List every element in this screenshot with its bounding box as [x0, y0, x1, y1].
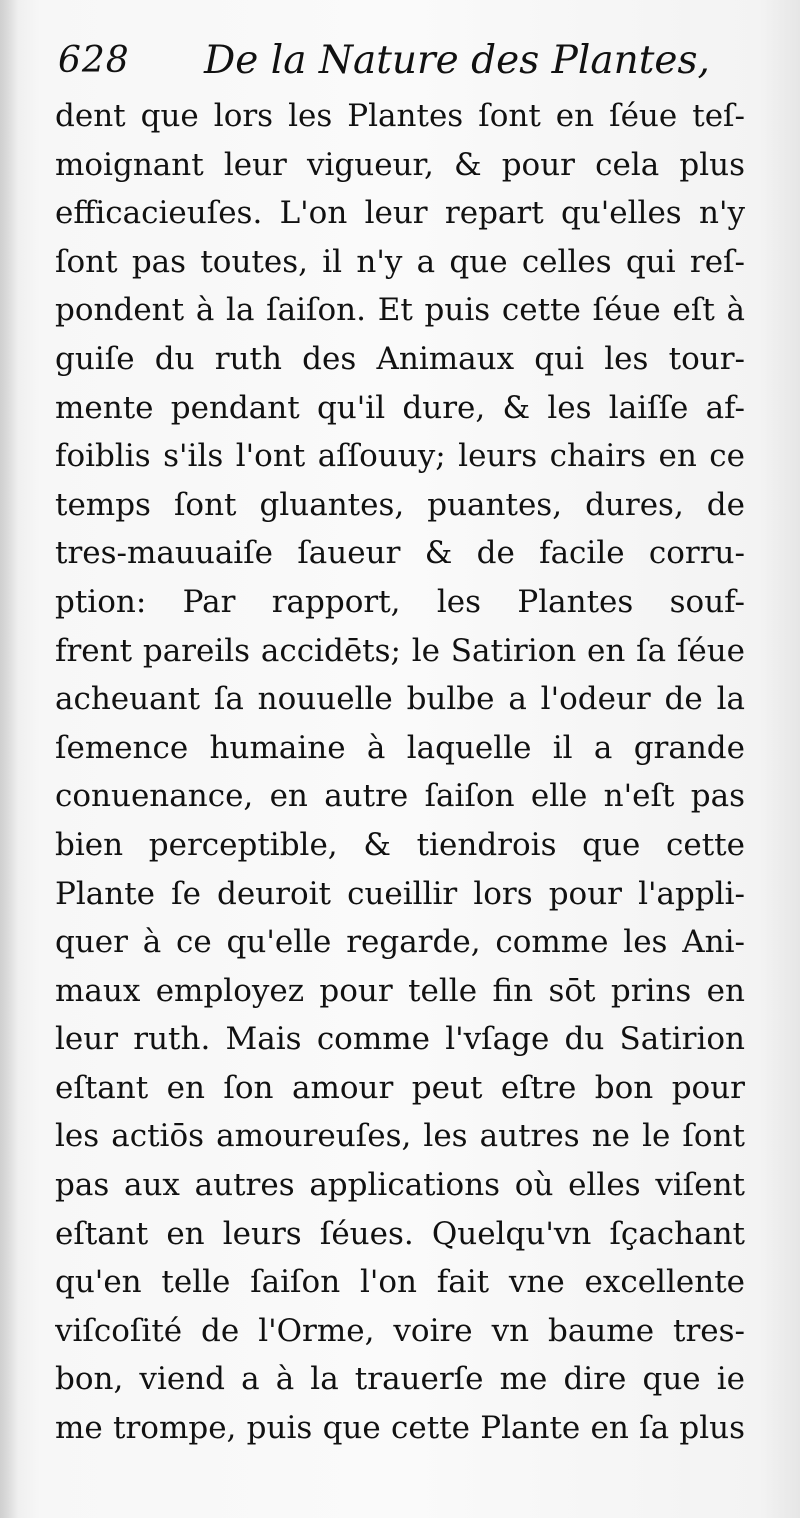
text-line: viſcoſité de l'Orme, voire vn baume tres-	[55, 1312, 745, 1349]
text-line: dent que lors les Plantes ſont en ſéue teſ-	[55, 98, 745, 134]
text-line: guiſe du ruth des Animaux qui les tour-	[55, 340, 745, 377]
text-line: bon, viend a à la trauerſe me dire que ie	[55, 1361, 745, 1398]
page-gutter-shadow	[0, 0, 18, 1518]
text-line: foiblis s'ils l'ont aſſouuy; leurs chairs en ce	[55, 438, 745, 475]
text-line: quer à ce qu'elle regarde, comme les Ani-	[55, 924, 745, 961]
text-line: me trompe, puis que cette Plante en ſa plus	[55, 1410, 745, 1447]
text-line: les actiōs amoureuſes, les autres ne le ſont	[55, 1118, 745, 1155]
page-number: 628	[58, 40, 130, 81]
text-line: bien perceptible, & tiendrois que cette	[55, 826, 745, 863]
text-line: eſtant en ſon amour peut eſtre bon pour	[55, 1069, 745, 1106]
text-line: leur ruth. Mais comme l'vſage du Satirion	[55, 1021, 745, 1058]
text-line: tres-mauuaiſe ſaueur & de facile corru-	[55, 535, 745, 572]
text-line: temps ſont gluantes, puantes, dures, de	[55, 486, 745, 523]
running-title: De la Nature des Plantes,	[204, 38, 710, 83]
page-header	[58, 30, 758, 90]
text-line: Plante ſe deuroit cueillir lors pour l'appli-	[55, 875, 745, 912]
text-line: moignant leur vigueur, & pour cela plus	[55, 146, 745, 183]
text-line: efficacieuſes. L'on leur repart qu'elles n'y	[55, 195, 745, 232]
text-line: mente pendant qu'il dure, & les laiſſe af-	[55, 389, 745, 426]
text-line: pondent à la ſaiſon. Et puis cette ſéue eſt à	[55, 292, 745, 329]
text-line: acheuant ſa nouuelle bulbe a l'odeur de la	[55, 681, 745, 718]
text-line: eſtant en leurs ſéues. Quelqu'vn ſçachant	[55, 1215, 745, 1252]
text-line: ſont pas toutes, il n'y a que celles qui reſ-	[55, 243, 745, 280]
text-line: frent pareils accidēts; le Satirion en ſa ſéue	[55, 632, 745, 669]
text-line: pas aux autres applications où elles viſent	[55, 1167, 745, 1204]
text-line: qu'en telle ſaiſon l'on fait vne excellente	[55, 1264, 745, 1301]
text-line: conuenance, en autre ſaiſon elle n'eſt pas	[55, 778, 745, 815]
body-text	[55, 92, 745, 1453]
text-line: maux employez pour telle fin sōt prins en	[55, 972, 745, 1009]
text-line: ſemence humaine à laquelle il a grande	[55, 729, 745, 766]
text-line: ption: Par rapport, les Plantes souf-	[55, 583, 745, 620]
